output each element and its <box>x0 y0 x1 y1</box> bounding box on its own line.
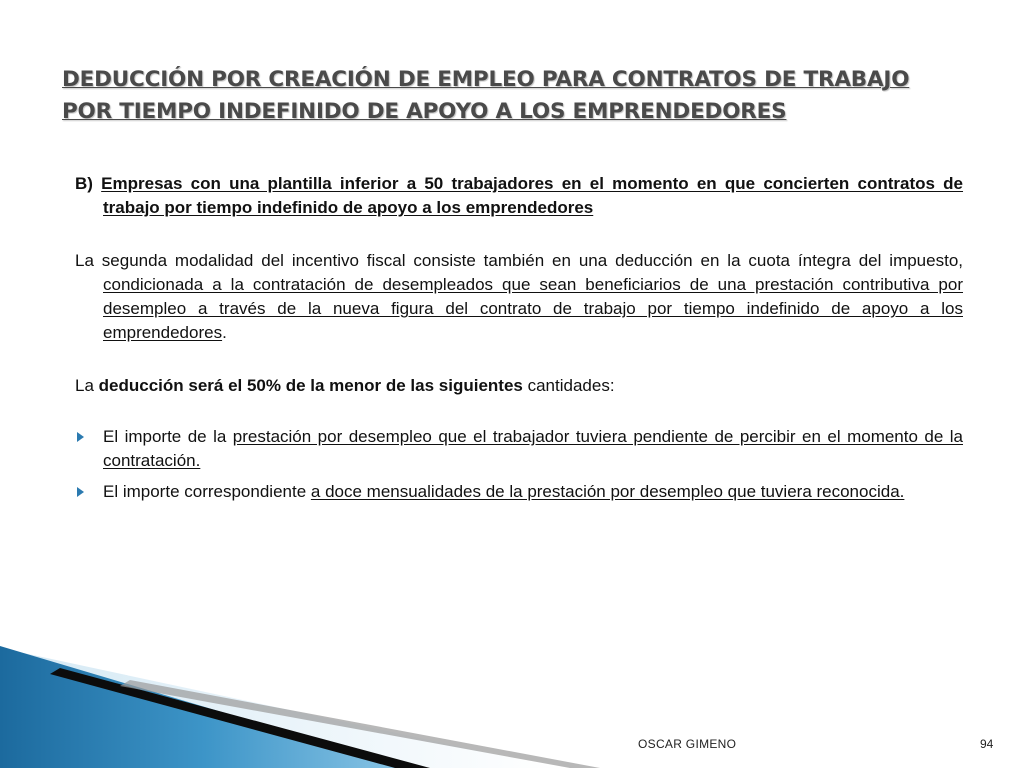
bullet-list <box>75 425 963 504</box>
slide-body <box>75 172 963 511</box>
list-item <box>75 480 963 504</box>
paragraph2-part2: cantidades: <box>522 376 615 395</box>
bullet-text: El importe de la <box>103 427 233 446</box>
corner-wave-decoration <box>0 640 1024 768</box>
triangle-bullet-icon <box>77 487 84 497</box>
slide-title: DEDUCCIÓN POR CREACIÓN DE EMPLEO PARA CONTRATOS DE TRABAJO POR TIEMPO INDEFINIDO DE APOYO A LOS EMPRENDEDORES <box>62 67 910 124</box>
paragraph2-part1: La <box>75 376 99 395</box>
footer-author: OSCAR GIMENO <box>638 737 737 751</box>
paragraph1-part1: La segunda modalidad del incentivo fiscal consiste también en una deducción en la cuota íntegra del impuesto, <box>75 251 963 270</box>
paragraph1-underlined: condicionada a la contratación de desempleados que sean beneficiarios de una prestación contributiva por desempleo a través de la nueva figura del contrato de trabajo por tiempo indefinido de apoyo a los emprendedores <box>103 275 963 342</box>
list-item <box>75 425 963 473</box>
bullet-underlined: a doce mensualidades de la prestación por desempleo que tuviera reconocida. <box>310 482 905 501</box>
heading-underlined: Empresas con una plantilla inferior a 50 trabajadores en el momento en que concierten contratos de trabajo por tiempo indefinido de apoyo a los emprendedores <box>101 174 964 217</box>
paragraph1-part2: . <box>222 323 227 342</box>
heading-prefix: B) <box>75 174 102 193</box>
bullet-text: El importe correspondiente <box>103 482 311 501</box>
paragraph-modalidad <box>75 249 963 345</box>
paragraph-deduccion <box>75 374 963 398</box>
bullet-underlined: prestación por desempleo que el trabajador tuviera pendiente de percibir en el momento de la contratación. <box>103 427 963 470</box>
page-number: 94 <box>980 737 994 751</box>
section-heading <box>75 172 963 220</box>
paragraph2-bold: deducción será el 50% de la menor de las siguientes <box>98 376 523 395</box>
triangle-bullet-icon <box>77 432 84 442</box>
